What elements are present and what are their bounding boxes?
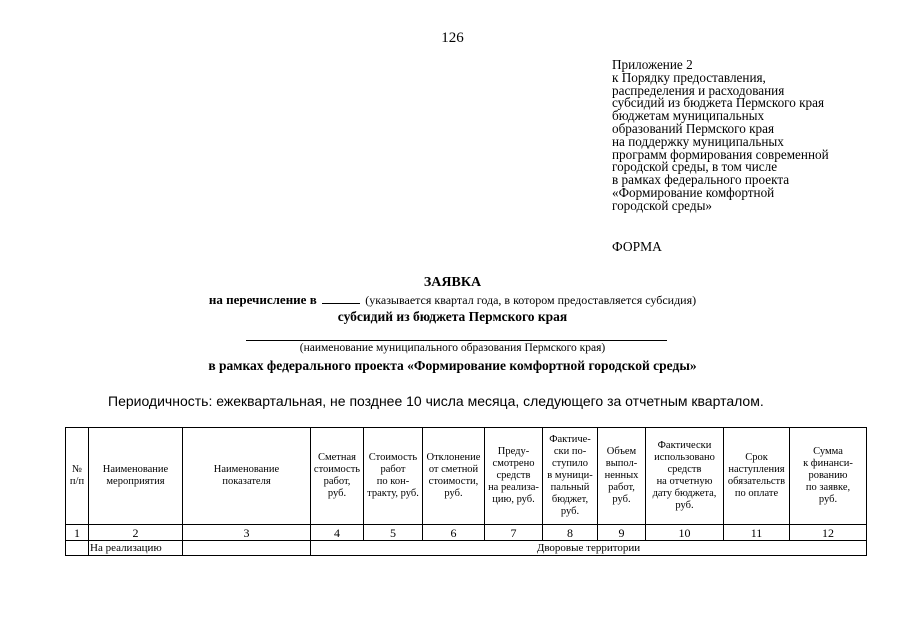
header-cell-12: Сумма к финанси- рованию по заявке, руб. bbox=[790, 428, 867, 525]
column-number: 5 bbox=[364, 525, 423, 541]
header-cell-2: Наименование мероприятия bbox=[89, 428, 183, 525]
project-line: в рамках федерального проекта «Формирование комфортной городской среды» bbox=[208, 358, 697, 373]
table-cell-event: На реализацию bbox=[89, 541, 183, 556]
header-row bbox=[66, 428, 867, 525]
column-number: 12 bbox=[790, 525, 867, 541]
header-cell-3: Наименование показателя bbox=[183, 428, 311, 525]
column-number: 11 bbox=[724, 525, 790, 541]
header-cell-6: Отклонение от сметной стоимости, руб. bbox=[423, 428, 485, 525]
municipality-blank-line bbox=[246, 340, 667, 341]
header-cell-5: Стоимость работ по кон- тракту, руб. bbox=[364, 428, 423, 525]
page-number: 126 bbox=[441, 30, 464, 46]
appendix-line: в рамках федерального проекта bbox=[612, 172, 790, 188]
header-cell-10: Фактически использовано средств на отчетную дату бюджета, руб. bbox=[646, 428, 724, 525]
appendix-line: к Порядку предоставления, bbox=[612, 69, 766, 85]
header-cell-9: Объем выпол- ненных работ, руб. bbox=[598, 428, 646, 525]
column-number: 3 bbox=[183, 525, 311, 541]
application-table bbox=[65, 427, 867, 556]
header-cell-7: Преду- смотрено средств на реализа- цию, руб. bbox=[485, 428, 543, 525]
column-number: 2 bbox=[89, 525, 183, 541]
transfer-line bbox=[0, 292, 905, 308]
appendix-line: программ формирования современной bbox=[612, 146, 829, 162]
appendix-block bbox=[612, 59, 902, 213]
appendix-line: Приложение 2 bbox=[612, 57, 693, 72]
appendix-line: на поддержку муниципальных bbox=[612, 133, 784, 149]
table-cell-empty bbox=[183, 541, 311, 556]
table-cell-empty bbox=[66, 541, 89, 556]
appendix-line: бюджетам муниципальных bbox=[612, 108, 765, 124]
header-cell-8: Фактиче- ски по- ступило в муници- пальный бюджет, руб. bbox=[543, 428, 598, 525]
appendix-line: распределения и расходования bbox=[612, 82, 785, 98]
column-number-row bbox=[66, 525, 867, 541]
quarter-blank bbox=[322, 293, 360, 304]
column-number: 9 bbox=[598, 525, 646, 541]
appendix-line: образований Пермского края bbox=[612, 120, 775, 136]
subsidy-line: субсидий из бюджета Пермского края bbox=[337, 309, 568, 324]
appendix-line: «Формирование комфортной bbox=[612, 184, 775, 200]
header-cell-11: Срок наступления обязательств по оплате bbox=[724, 428, 790, 525]
form-label: ФОРМА bbox=[612, 239, 662, 254]
document-title: ЗАЯВКА bbox=[423, 275, 482, 290]
column-number: 6 bbox=[423, 525, 485, 541]
periodicity-text: Периодичность: ежеквартальная, не позднее 10 числа месяца, следующего за отчетным кварталом. bbox=[108, 393, 764, 409]
appendix-line: субсидий из бюджета Пермского края bbox=[612, 95, 825, 111]
column-number: 8 bbox=[543, 525, 598, 541]
header-cell-4: Сметная стоимость работ, руб. bbox=[311, 428, 364, 525]
column-number: 1 bbox=[66, 525, 89, 541]
table-row bbox=[66, 541, 867, 556]
column-number: 4 bbox=[311, 525, 364, 541]
appendix-line: городской среды, в том числе bbox=[612, 159, 778, 175]
transfer-prefix: на перечисление в bbox=[208, 292, 317, 307]
municipality-caption: (наименование муниципального образования Пермского края) bbox=[299, 342, 606, 354]
appendix-line: городской среды» bbox=[612, 197, 713, 213]
quarter-note: (указывается квартал года, в котором предоставляется субсидия) bbox=[365, 293, 697, 307]
column-number: 10 bbox=[646, 525, 724, 541]
column-number: 7 bbox=[485, 525, 543, 541]
table-cell-territories: Дворовые территории bbox=[311, 541, 867, 556]
header-cell-1: № п/п bbox=[66, 428, 89, 525]
